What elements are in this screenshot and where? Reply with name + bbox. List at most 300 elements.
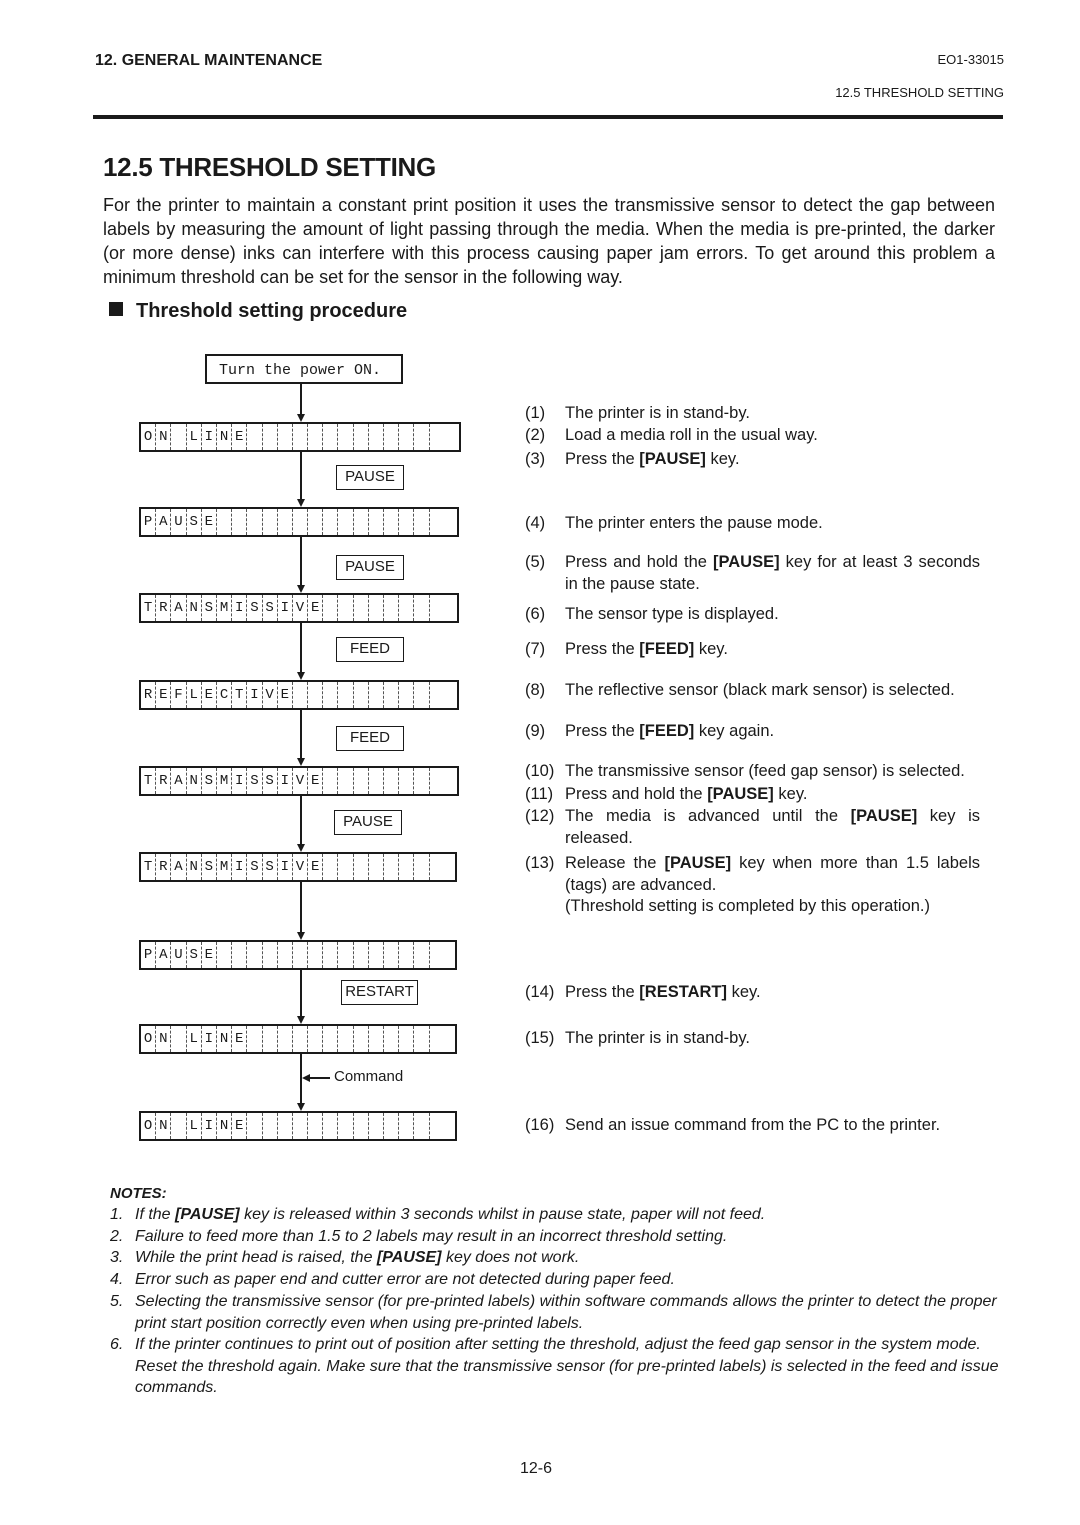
flow-arrow-line xyxy=(300,882,302,932)
lcd-transmissive-3 xyxy=(139,852,457,882)
step-item xyxy=(525,603,980,625)
lcd-cell xyxy=(369,509,384,535)
key-name: [PAUSE] xyxy=(707,785,774,803)
key-pause-2: PAUSE xyxy=(336,555,404,580)
step-number: (2) xyxy=(525,426,546,444)
lcd-cell: T xyxy=(141,854,156,880)
lcd-cell: O xyxy=(141,424,156,450)
lcd-cell: R xyxy=(156,854,171,880)
lcd-cell xyxy=(293,1113,308,1139)
step-text: The printer enters the pause mode. xyxy=(565,514,823,532)
lcd-cell: R xyxy=(141,682,156,708)
lcd-cell xyxy=(232,942,247,968)
note-text: If the [PAUSE] key is released within 3 seconds whilst in pause state, paper will not feed. xyxy=(135,1206,766,1223)
intro-paragraph: For the printer to maintain a constant print position it uses the transmissive sensor to detect the gap between labels by measuring the amount of light passing through the media. When the media is pre-printed, the darker (or more dense) inks can interfere with this process causing paper jam errors. To get around this problem a minimum threshold can be set for the sensor in the following way. xyxy=(103,195,995,287)
step-item xyxy=(525,1114,980,1136)
arrow-down-icon xyxy=(297,844,305,852)
lcd-cell: O xyxy=(141,1113,156,1139)
lcd-cell xyxy=(278,509,293,535)
lcd-cell xyxy=(323,1113,338,1139)
lcd-cell xyxy=(338,854,353,880)
lcd-cell: N xyxy=(217,424,232,450)
lcd-cell: S xyxy=(247,595,262,621)
lcd-cell xyxy=(369,1026,384,1052)
lcd-cell xyxy=(414,424,429,450)
step-number: (14) xyxy=(525,983,555,1001)
lcd-cell: S xyxy=(187,942,202,968)
lcd-cell xyxy=(399,424,414,450)
note-item xyxy=(110,1269,1002,1291)
lcd-cell: A xyxy=(171,595,186,621)
arrow-down-icon xyxy=(297,1103,305,1111)
key-name: [FEED] xyxy=(639,722,695,740)
lcd-cell: S xyxy=(202,595,217,621)
lcd-cell: S xyxy=(187,509,202,535)
lcd-cell: I xyxy=(278,595,293,621)
lcd-cell xyxy=(308,682,323,708)
lcd-cell xyxy=(384,424,399,450)
lcd-cell: A xyxy=(156,509,171,535)
lcd-cell xyxy=(323,942,338,968)
note-text: If the printer continues to print out of position after setting the threshold, adjust the feed gap sensor in the system mode. Reset the threshold again. Make sure that the transmissive sensor (for pre-printed labels) is selected in the feed and issue commands. xyxy=(135,1336,999,1396)
lcd-cell xyxy=(323,854,338,880)
lcd-cell xyxy=(338,424,353,450)
lcd-cell xyxy=(323,424,338,450)
lcd-cell: A xyxy=(156,942,171,968)
lcd-cell: E xyxy=(308,595,323,621)
lcd-cell xyxy=(384,1113,399,1139)
lcd-cell: F xyxy=(171,682,186,708)
lcd-cell xyxy=(323,682,338,708)
lcd-cell xyxy=(414,1113,429,1139)
step-text: Press the [PAUSE] key. xyxy=(565,450,740,468)
step-text: Press and hold the [PAUSE] key. xyxy=(565,785,808,803)
lcd-reflective xyxy=(139,680,459,710)
step-item xyxy=(525,402,980,424)
step-text: The transmissive sensor (feed gap sensor) is selected. xyxy=(565,762,965,780)
lcd-cell: S xyxy=(263,854,278,880)
key-name: [FEED] xyxy=(639,640,695,658)
lcd-cell: V xyxy=(293,854,308,880)
lcd-transmissive-2 xyxy=(139,766,459,796)
lcd-cell: N xyxy=(187,595,202,621)
flow-arrow-line xyxy=(300,796,302,844)
lcd-cell xyxy=(278,1113,293,1139)
lcd-cell xyxy=(384,768,399,794)
step-number: (8) xyxy=(525,681,546,699)
step-number: (9) xyxy=(525,722,546,740)
lcd-cell: M xyxy=(217,854,232,880)
lcd-cell xyxy=(369,595,384,621)
page-number: 12-6 xyxy=(520,1460,553,1477)
step-text: The printer is in stand-by. xyxy=(565,1029,750,1047)
lcd-cell: L xyxy=(187,1026,202,1052)
flow-arrow-line xyxy=(300,623,302,672)
lcd-cell: S xyxy=(247,768,262,794)
lcd-cell: E xyxy=(202,942,217,968)
lcd-cell xyxy=(399,595,414,621)
lcd-cell xyxy=(430,1113,445,1139)
lcd-cell xyxy=(354,509,369,535)
note-item xyxy=(110,1204,1002,1226)
key-name: [PAUSE] xyxy=(850,807,918,825)
lcd-cell xyxy=(384,509,399,535)
arrow-down-icon xyxy=(297,672,305,680)
lcd-cell: E xyxy=(308,768,323,794)
lcd-cell: S xyxy=(247,854,262,880)
key-name: [PAUSE] xyxy=(664,854,732,872)
lcd-cell xyxy=(430,424,445,450)
lcd-cell: L xyxy=(187,1113,202,1139)
key-feed-2: FEED xyxy=(336,726,404,751)
command-label: Command xyxy=(334,1068,404,1085)
step-number: (15) xyxy=(525,1029,555,1047)
lcd-cell xyxy=(247,942,262,968)
arrow-left-icon xyxy=(302,1074,310,1082)
lcd-cell xyxy=(354,1026,369,1052)
step-text: The printer is in stand-by. xyxy=(565,404,750,422)
lcd-cell: S xyxy=(202,768,217,794)
lcd-cell xyxy=(247,1026,262,1052)
lcd-cell xyxy=(338,509,353,535)
lcd-cell: I xyxy=(232,595,247,621)
lcd-cell: V xyxy=(293,595,308,621)
key-name: [PAUSE] xyxy=(175,1206,240,1223)
step-item xyxy=(525,720,980,742)
lcd-cell: V xyxy=(293,768,308,794)
lcd-cell xyxy=(354,1113,369,1139)
lcd-cell xyxy=(323,768,338,794)
section-header: 12. GENERAL MAINTENANCE xyxy=(95,52,323,69)
lcd-cell: E xyxy=(232,424,247,450)
lcd-cell xyxy=(323,595,338,621)
step-text: Press the [FEED] key again. xyxy=(565,722,775,740)
note-number: 4. xyxy=(110,1271,124,1288)
lcd-cell xyxy=(430,1026,445,1052)
lcd-cell xyxy=(217,509,232,535)
lcd-cell xyxy=(308,1113,323,1139)
lcd-cell: E xyxy=(232,1113,247,1139)
lcd-online-2 xyxy=(139,1024,457,1054)
lcd-cell xyxy=(384,854,399,880)
lcd-cell xyxy=(384,682,399,708)
lcd-cell xyxy=(414,509,429,535)
lcd-cell: E xyxy=(202,509,217,535)
procedure-heading xyxy=(109,300,407,323)
lcd-cell: N xyxy=(187,854,202,880)
note-number: 6. xyxy=(110,1336,124,1353)
arrow-down-icon xyxy=(297,1016,305,1024)
lcd-cell: S xyxy=(263,595,278,621)
lcd-transmissive-1 xyxy=(139,593,459,623)
step-text: Press and hold the [PAUSE] key for at least 3 seconds in the pause state. xyxy=(565,553,980,593)
step-text: The media is advanced until the [PAUSE] key is released. xyxy=(565,807,980,847)
lcd-cell xyxy=(232,509,247,535)
lcd-cell xyxy=(384,1026,399,1052)
step-item xyxy=(525,551,980,595)
page-title: 12.5 THRESHOLD SETTING xyxy=(103,152,436,182)
lcd-cell: I xyxy=(202,1113,217,1139)
lcd-cell xyxy=(338,1026,353,1052)
step-item xyxy=(525,1027,980,1049)
step-item xyxy=(525,760,980,782)
arrow-down-icon xyxy=(297,758,305,766)
step-number: (10) xyxy=(525,762,555,780)
note-item xyxy=(110,1334,1002,1399)
note-number: 3. xyxy=(110,1249,124,1266)
lcd-cell xyxy=(384,942,399,968)
lcd-cell: L xyxy=(187,682,202,708)
lcd-cell: S xyxy=(263,768,278,794)
lcd-cell xyxy=(308,1026,323,1052)
lcd-cell xyxy=(263,1026,278,1052)
flow-arrow-line xyxy=(300,970,302,1016)
lcd-pause xyxy=(139,507,459,537)
step-item xyxy=(525,638,980,660)
lcd-cell xyxy=(293,682,308,708)
step-number: (1) xyxy=(525,404,546,422)
lcd-cell: P xyxy=(141,509,156,535)
key-pause-3: PAUSE xyxy=(334,810,402,835)
lcd-cell xyxy=(278,424,293,450)
lcd-online xyxy=(139,422,461,452)
step-item xyxy=(525,424,980,446)
step-number: (12) xyxy=(525,807,555,825)
step-item xyxy=(525,448,980,470)
lcd-cell xyxy=(263,942,278,968)
lcd-cell xyxy=(247,509,262,535)
step-number: (13) xyxy=(525,854,555,872)
key-feed-1: FEED xyxy=(336,637,404,662)
lcd-cell: U xyxy=(171,942,186,968)
lcd-cell: E xyxy=(202,682,217,708)
step-number: (5) xyxy=(525,553,546,571)
lcd-cell xyxy=(399,942,414,968)
lcd-cell: S xyxy=(202,854,217,880)
step-item xyxy=(525,512,980,534)
note-number: 5. xyxy=(110,1293,124,1310)
lcd-cell: E xyxy=(156,682,171,708)
lcd-cell: T xyxy=(232,682,247,708)
lcd-cell xyxy=(338,942,353,968)
key-name: [PAUSE] xyxy=(639,450,706,468)
note-number: 2. xyxy=(110,1228,124,1245)
arrow-down-icon xyxy=(297,585,305,593)
key-restart: RESTART xyxy=(341,980,418,1005)
lcd-cell: L xyxy=(187,424,202,450)
step-number: (16) xyxy=(525,1116,555,1134)
lcd-cell xyxy=(414,942,429,968)
lcd-cell xyxy=(430,768,445,794)
lcd-cell xyxy=(293,424,308,450)
step-item xyxy=(525,895,980,917)
lcd-cell xyxy=(430,854,445,880)
lcd-pause-2 xyxy=(139,940,457,970)
lcd-cell xyxy=(369,424,384,450)
step-text: Press the [FEED] key. xyxy=(565,640,728,658)
lcd-cell xyxy=(354,682,369,708)
key-pause-1: PAUSE xyxy=(336,465,404,490)
lcd-cell xyxy=(171,424,186,450)
lcd-online-3 xyxy=(139,1111,457,1141)
lcd-cell xyxy=(323,1026,338,1052)
lcd-cell: R xyxy=(156,768,171,794)
key-name: [PAUSE] xyxy=(712,553,780,571)
lcd-cell xyxy=(399,1026,414,1052)
note-number: 1. xyxy=(110,1206,124,1223)
lcd-cell xyxy=(430,595,445,621)
header-rule xyxy=(93,115,1003,119)
lcd-cell: E xyxy=(308,854,323,880)
lcd-cell xyxy=(369,1113,384,1139)
lcd-cell: T xyxy=(141,595,156,621)
lcd-cell xyxy=(217,942,232,968)
lcd-cell xyxy=(293,942,308,968)
key-name: [RESTART] xyxy=(639,983,727,1001)
lcd-cell xyxy=(384,595,399,621)
note-item xyxy=(110,1247,1002,1269)
lcd-cell: I xyxy=(202,424,217,450)
step-text: Press the [RESTART] key. xyxy=(565,983,761,1001)
lcd-cell xyxy=(308,424,323,450)
lcd-cell xyxy=(414,854,429,880)
lcd-cell: N xyxy=(156,424,171,450)
step-text: Load a media roll in the usual way. xyxy=(565,426,818,444)
step-item xyxy=(525,679,980,701)
command-arrow-line xyxy=(310,1077,330,1079)
lcd-cell xyxy=(354,768,369,794)
step-number xyxy=(525,895,565,917)
lcd-cell: C xyxy=(217,682,232,708)
lcd-cell: O xyxy=(141,1026,156,1052)
lcd-cell xyxy=(414,682,429,708)
arrow-down-icon xyxy=(297,932,305,940)
step-number: (11) xyxy=(525,785,554,803)
note-item xyxy=(110,1226,1002,1248)
lcd-cell: A xyxy=(171,768,186,794)
note-text: Error such as paper end and cutter error are not detected during paper feed. xyxy=(135,1271,675,1288)
start-box: Turn the power ON. xyxy=(205,354,403,384)
flow-arrow-line xyxy=(300,537,302,585)
lcd-cell xyxy=(414,1026,429,1052)
lcd-cell xyxy=(414,595,429,621)
lcd-cell xyxy=(263,424,278,450)
lcd-cell: M xyxy=(217,595,232,621)
lcd-cell xyxy=(399,1113,414,1139)
note-text: Failure to feed more than 1.5 to 2 labels may result in an incorrect threshold setting. xyxy=(135,1228,728,1245)
lcd-cell xyxy=(278,942,293,968)
step-item xyxy=(525,852,980,896)
lcd-cell: I xyxy=(278,854,293,880)
lcd-cell xyxy=(369,768,384,794)
lcd-cell: N xyxy=(217,1113,232,1139)
lcd-cell: V xyxy=(263,682,278,708)
lcd-cell: R xyxy=(156,595,171,621)
lcd-cell: I xyxy=(247,682,262,708)
step-text: (Threshold setting is completed by this operation.) xyxy=(565,897,931,915)
step-item xyxy=(525,783,980,805)
lcd-cell: E xyxy=(278,682,293,708)
lcd-cell xyxy=(354,595,369,621)
note-item xyxy=(110,1291,1002,1334)
note-text: While the print head is raised, the [PAUSE] key does not work. xyxy=(135,1249,580,1266)
arrow-down-icon xyxy=(297,499,305,507)
flow-arrow-line xyxy=(300,452,302,499)
lcd-cell: P xyxy=(141,942,156,968)
lcd-cell xyxy=(278,1026,293,1052)
lcd-cell xyxy=(308,509,323,535)
step-text: Release the [PAUSE] key when more than 1.5 labels (tags) are advanced. xyxy=(565,854,980,894)
lcd-cell: A xyxy=(171,854,186,880)
step-text: The reflective sensor (black mark sensor) is selected. xyxy=(565,681,955,699)
lcd-cell xyxy=(171,1113,186,1139)
lcd-cell xyxy=(308,942,323,968)
step-number: (4) xyxy=(525,514,546,532)
subsection-header: 12.5 THRESHOLD SETTING xyxy=(835,85,1004,100)
lcd-cell xyxy=(263,509,278,535)
lcd-cell xyxy=(430,509,445,535)
step-text: Send an issue command from the PC to the printer. xyxy=(565,1116,941,1134)
lcd-cell: E xyxy=(232,1026,247,1052)
lcd-cell xyxy=(263,1113,278,1139)
flow-arrow-line xyxy=(300,384,302,414)
key-name: [PAUSE] xyxy=(376,1249,442,1266)
lcd-cell xyxy=(354,854,369,880)
lcd-cell xyxy=(369,942,384,968)
step-number: (3) xyxy=(525,450,546,468)
lcd-cell: N xyxy=(156,1026,171,1052)
lcd-cell: M xyxy=(217,768,232,794)
lcd-cell xyxy=(399,854,414,880)
step-number: (7) xyxy=(525,640,546,658)
bullet-square-icon xyxy=(109,302,123,316)
lcd-cell xyxy=(338,768,353,794)
lcd-cell xyxy=(323,509,338,535)
lcd-cell xyxy=(399,682,414,708)
lcd-cell xyxy=(369,682,384,708)
lcd-cell xyxy=(171,1026,186,1052)
lcd-cell xyxy=(430,942,445,968)
flow-arrow-line xyxy=(300,710,302,758)
lcd-cell xyxy=(399,509,414,535)
step-text: The sensor type is displayed. xyxy=(565,605,779,623)
lcd-cell: T xyxy=(141,768,156,794)
note-text: Selecting the transmissive sensor (for pre-printed labels) within software commands allows the printer to detect the proper print start position correctly even when using pre-printed labels. xyxy=(135,1293,997,1332)
lcd-cell xyxy=(247,1113,262,1139)
lcd-cell: N xyxy=(156,1113,171,1139)
lcd-cell: N xyxy=(187,768,202,794)
lcd-cell: N xyxy=(217,1026,232,1052)
step-item xyxy=(525,981,980,1003)
lcd-cell xyxy=(354,424,369,450)
lcd-cell xyxy=(369,854,384,880)
step-item xyxy=(525,805,980,849)
lcd-cell xyxy=(338,1113,353,1139)
procedure-heading-text: Threshold setting procedure xyxy=(136,300,408,322)
lcd-cell xyxy=(414,768,429,794)
step-number: (6) xyxy=(525,605,546,623)
arrow-down-icon xyxy=(297,414,305,422)
lcd-cell: U xyxy=(171,509,186,535)
lcd-cell: I xyxy=(232,854,247,880)
lcd-cell xyxy=(338,682,353,708)
lcd-cell xyxy=(430,682,445,708)
lcd-cell xyxy=(399,768,414,794)
lcd-cell xyxy=(293,1026,308,1052)
lcd-cell xyxy=(354,942,369,968)
lcd-cell xyxy=(338,595,353,621)
notes-heading: NOTES: xyxy=(110,1185,167,1202)
